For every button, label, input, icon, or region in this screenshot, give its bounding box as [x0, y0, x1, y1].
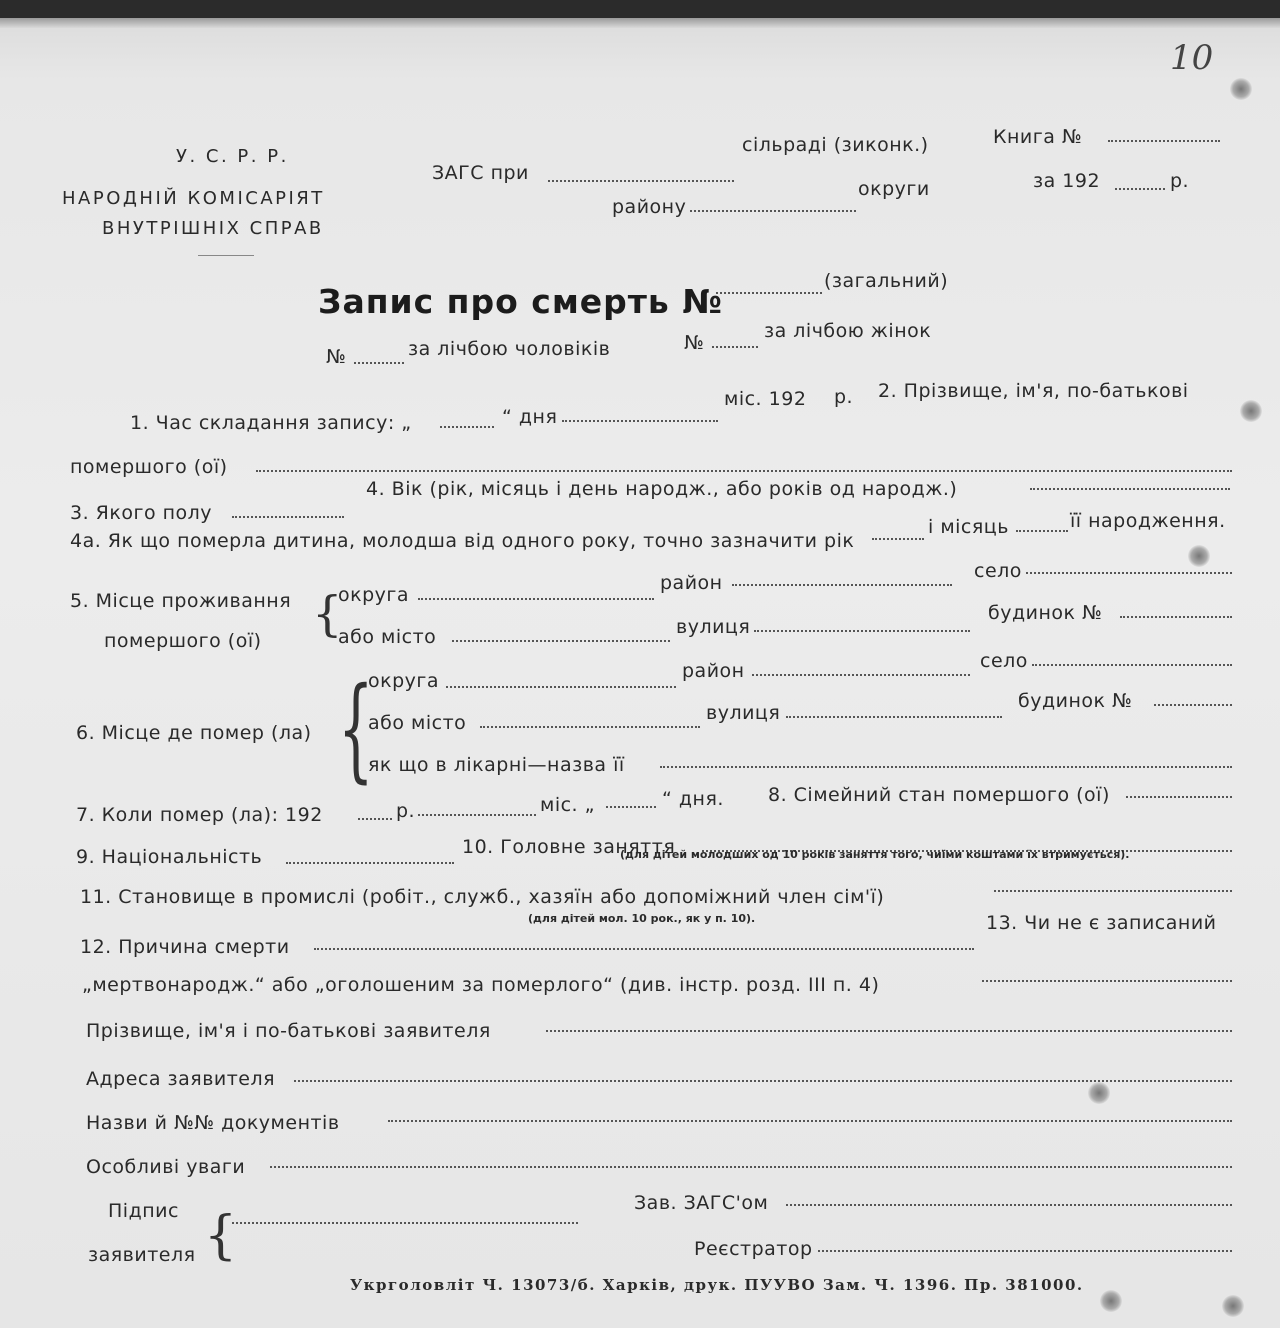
f7-year-field[interactable] — [358, 818, 392, 820]
f6-house-field[interactable] — [1154, 704, 1232, 706]
f5-raion-label: район — [660, 572, 723, 594]
internal-affairs-label: ВНУТРІШНІХ СПРАВ — [102, 218, 324, 239]
f1-r: р. — [834, 386, 854, 408]
f12-cause-label: 12. Причина смерти — [80, 936, 290, 958]
general-label: (загальний) — [824, 270, 949, 292]
f6-house-label: будинок № — [1018, 690, 1133, 712]
scan-shadow — [0, 18, 1280, 28]
f5-place-label: 5. Місце проживання — [70, 590, 292, 612]
f5-street-label: вулиця — [676, 616, 751, 638]
f6-city-label: або місто — [368, 712, 467, 734]
paper-damage — [1188, 545, 1210, 567]
f9-nationality-field[interactable] — [286, 862, 454, 864]
men-number-field[interactable] — [354, 362, 404, 364]
f2-deceased-label: помершого (ої) — [70, 456, 228, 478]
remarks-label: Особливі уваги — [86, 1156, 246, 1178]
f10-occupation-label: 10. Головне заняття — [462, 836, 676, 858]
f5-city-label: або місто — [338, 626, 437, 648]
f4-age-field[interactable] — [1030, 488, 1230, 490]
f8-family-field[interactable] — [1126, 796, 1232, 798]
zags-label: ЗАГС при — [432, 162, 529, 184]
documents-field[interactable] — [388, 1120, 1232, 1122]
f4a-birth-label: її народження. — [1070, 510, 1226, 532]
signature-brace: { — [204, 1206, 238, 1266]
f7-r: р. — [396, 800, 416, 822]
f4-age-label: 4. Вік (рік, місяць і день народж., або років од народж.) — [366, 478, 958, 500]
f2-name-field[interactable] — [256, 470, 1232, 472]
f11-status-label: 11. Становище в промислі (робіт., служб., хазяїн або допоміжний член сім'ї) — [80, 886, 885, 908]
f2-name-label: 2. Прізвище, ім'я, по-батькові — [878, 380, 1189, 402]
f7-month-label: міс. „ — [540, 794, 595, 816]
f6-selo-label: село — [980, 650, 1028, 672]
f6-selo-field[interactable] — [1032, 664, 1232, 666]
page-title: Запис про смерть № — [318, 282, 723, 321]
okrug-label: округи — [858, 178, 930, 200]
f11-status-field[interactable] — [994, 890, 1232, 892]
year-suffix: р. — [1170, 170, 1190, 192]
women-count-label: за лічбою жінок — [764, 320, 932, 342]
f7-day-label: “ дня. — [662, 788, 724, 810]
village-council-label: сільраді (зиконк.) — [742, 134, 929, 156]
applicant-signature-label: заявителя — [88, 1244, 196, 1266]
handwritten-page-number: 10 — [1170, 38, 1214, 78]
head-label: Зав. ЗАГС'ом — [634, 1192, 769, 1214]
f5-street-field[interactable] — [754, 630, 970, 632]
paper-damage — [1240, 400, 1262, 422]
f5-selo-field[interactable] — [1026, 572, 1232, 574]
applicant-address-field[interactable] — [294, 1080, 1232, 1082]
f7-month-field[interactable] — [418, 814, 536, 816]
f6-raion-field[interactable] — [752, 674, 970, 676]
printing-footer: Укрголовліт Ч. 13073/б. Харків, друк. ПУУВО Зам. Ч. 1396. Пр. 381000. — [350, 1276, 1084, 1294]
f6-street-field[interactable] — [786, 716, 1002, 718]
women-num-sign: № — [684, 332, 705, 354]
registrar-label: Реєстратор — [694, 1238, 813, 1260]
record-number-field[interactable] — [716, 292, 822, 294]
f6-okruga-label: округа — [368, 670, 440, 692]
paper-damage — [1088, 1082, 1110, 1104]
applicant-name-field[interactable] — [546, 1030, 1232, 1032]
documents-label: Назви й №№ документів — [86, 1112, 340, 1134]
registrar-signature-field[interactable] — [818, 1250, 1232, 1252]
f5-brace: { — [312, 586, 343, 642]
women-number-field[interactable] — [712, 346, 758, 348]
men-count-label: за лічбою чоловіків — [408, 338, 611, 360]
f1-month-label: міс. 192 — [724, 388, 807, 410]
f6-city-field[interactable] — [480, 726, 700, 728]
f1-day-field[interactable] — [440, 426, 494, 428]
f6-raion-label: район — [682, 660, 745, 682]
f6-street-label: вулиця — [706, 702, 781, 724]
f11-note: (для дітей мол. 10 рок., як у п. 10). — [528, 912, 756, 925]
f6-okruga-field[interactable] — [446, 686, 676, 688]
f5-okruga-field[interactable] — [418, 598, 654, 600]
book-number-field[interactable] — [1108, 140, 1220, 142]
book-label: Книга № — [993, 126, 1083, 148]
applicant-name-label: Прізвище, ім'я і по-батькові заявителя — [86, 1020, 491, 1042]
commissariat-label: НАРОДНІЙ КОМІСАРІЯТ — [62, 188, 325, 209]
f1-month-field[interactable] — [562, 420, 718, 422]
signature-label: Підпис — [108, 1200, 179, 1222]
head-signature-field[interactable] — [786, 1204, 1232, 1206]
district-label: району — [612, 196, 687, 218]
f3-sex-label: 3. Якого полу — [70, 502, 213, 524]
f3-sex-field[interactable] — [232, 516, 344, 518]
paper-damage — [1100, 1290, 1122, 1312]
f5-city-field[interactable] — [452, 640, 670, 642]
f8-family-label: 8. Сімейний стан помершого (ої) — [768, 784, 1110, 806]
year-field[interactable] — [1115, 188, 1165, 190]
zags-field[interactable] — [548, 180, 734, 182]
f5-house-field[interactable] — [1120, 616, 1232, 618]
f12-cause-field[interactable] — [314, 948, 974, 950]
district-field[interactable] — [690, 210, 856, 212]
f6-hospital-field[interactable] — [660, 766, 1232, 768]
f7-day-field[interactable] — [606, 806, 656, 808]
applicant-address-label: Адреса заявителя — [86, 1068, 276, 1090]
f5-house-label: будинок № — [988, 602, 1103, 624]
f4a-label: 4а. Як що померла дитина, молодша від одного року, точно зазначити рік — [70, 530, 855, 552]
f13-field[interactable] — [982, 980, 1232, 982]
f13-label: 13. Чи не є записаний — [986, 912, 1217, 934]
applicant-signature-field[interactable] — [232, 1222, 578, 1224]
f4a-month-label: і місяць — [928, 516, 1009, 538]
f4a-year-field[interactable] — [872, 538, 924, 540]
men-num-sign: № — [326, 346, 347, 368]
f6-place-label: 6. Місце де помер (ла) — [76, 722, 312, 744]
f1-time-label: 1. Час складання запису: „ — [130, 412, 412, 434]
f6-brace: { — [338, 664, 374, 794]
remarks-field[interactable] — [270, 1166, 1232, 1168]
punch-hole — [1230, 78, 1252, 100]
f5-deceased-label: помершого (ої) — [104, 630, 262, 652]
f5-raion-field[interactable] — [732, 584, 952, 586]
paper-damage — [1222, 1295, 1244, 1317]
f6-hospital-label: як що в лікарні—назва її — [368, 754, 625, 776]
scan-top-edge — [0, 0, 1280, 18]
f7-when-label: 7. Коли помер (ла): 192 — [76, 804, 323, 826]
year-label: за 192 — [1033, 170, 1101, 192]
f1-day-label: “ дня — [502, 406, 558, 428]
f10-note: (для дітей молодших од 10 років заняття того, чиїми коштами їх втримується). — [620, 848, 1130, 861]
f5-selo-label: село — [974, 560, 1022, 582]
state-label: У. С. Р. Р. — [176, 146, 289, 167]
f5-okruga-label: округа — [338, 584, 410, 606]
f9-nationality-label: 9. Національність — [76, 846, 263, 868]
f13-stillborn-label: „мертвонародж.“ або „оголошеним за померлого“ (див. інстр. розд. III п. 4) — [82, 974, 880, 996]
header-rule — [198, 255, 254, 256]
f4a-month-field[interactable] — [1016, 530, 1068, 532]
